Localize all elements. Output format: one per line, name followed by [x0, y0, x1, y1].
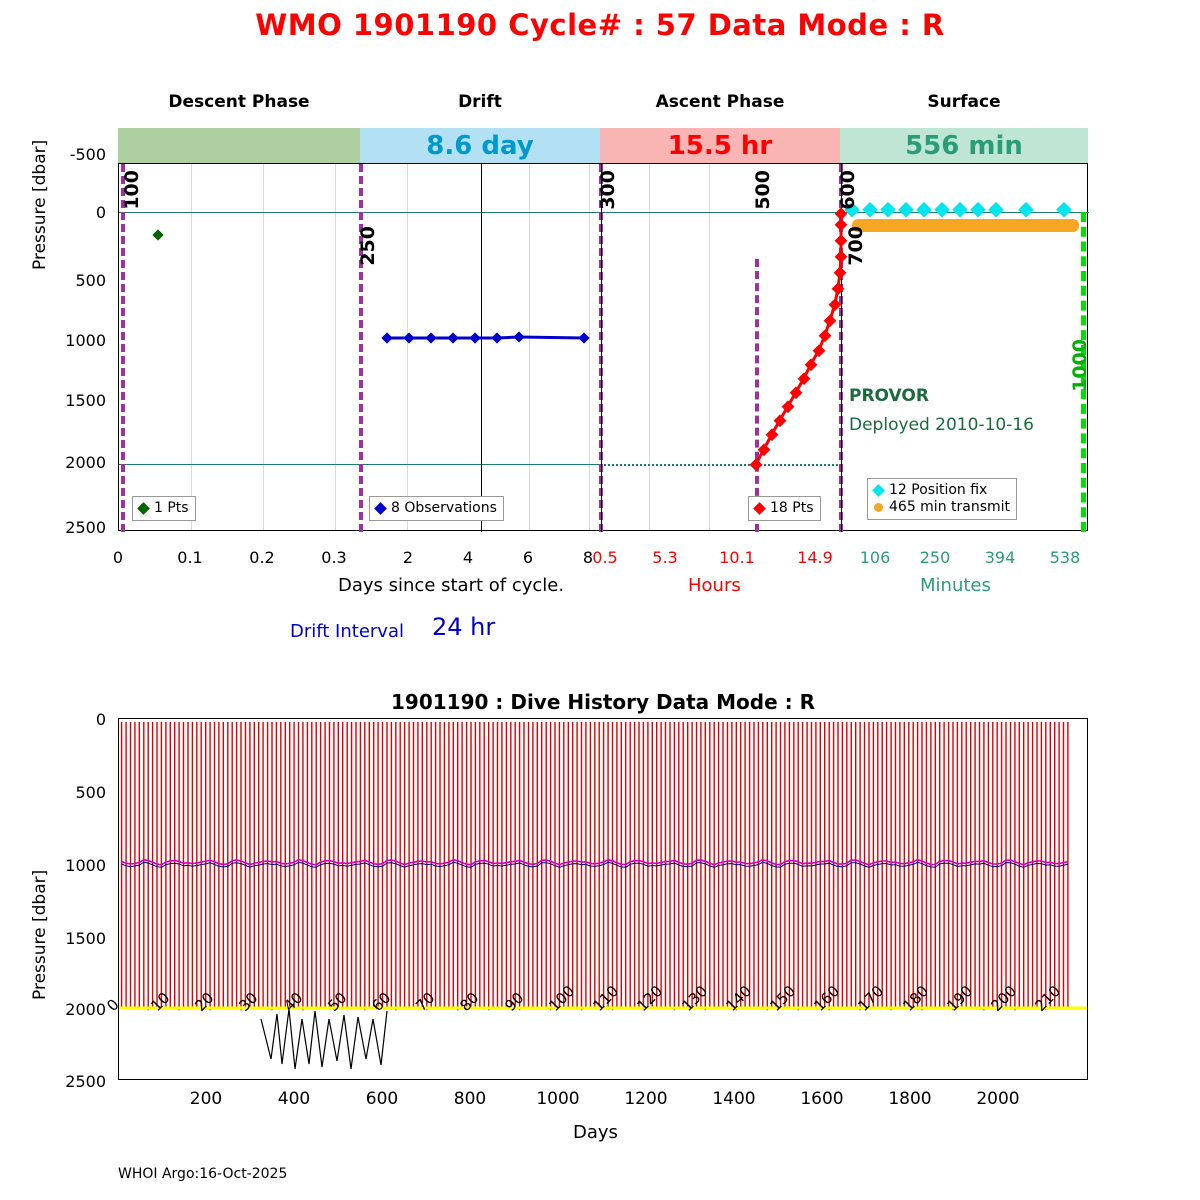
- phase-value: 8.6 day: [426, 130, 534, 161]
- legend-drift: [369, 496, 504, 521]
- phase-label: Surface: [927, 92, 1001, 112]
- x-tick-bottom: 800: [453, 1089, 487, 1109]
- cycle-tick-label: 120: [633, 982, 667, 1015]
- cycle-tick-label: 70: [412, 988, 439, 1015]
- x-tick-bottom: 400: [277, 1089, 311, 1109]
- legend-label: 18 Pts: [770, 500, 814, 516]
- mission-profile-plot: [118, 163, 1091, 531]
- y-tick-bottom: 0: [95, 710, 106, 729]
- cycle-tick-label: 40: [279, 988, 307, 1015]
- cycle-tick-label: 100: [545, 982, 579, 1015]
- x-tick-days: 0.3: [321, 548, 347, 567]
- y-tick-top: 1000: [65, 331, 106, 350]
- x-tick-hours: 0.5: [592, 548, 618, 567]
- x-axis-label-days: Days since start of cycle.: [338, 575, 565, 596]
- y-tick-top: 500: [75, 271, 106, 290]
- annotation-depth-600: 600: [837, 170, 859, 210]
- annotation-depth-700: 700: [845, 226, 867, 266]
- legend-marker-ascent: [753, 502, 766, 515]
- phase-header-surface: [840, 92, 1088, 112]
- x-axis-label-bottom: Days: [573, 1122, 618, 1143]
- annotation-depth-100: 100: [121, 170, 143, 210]
- page-title: WMO 1901190 Cycle# : 57 Data Mode : R: [255, 8, 945, 42]
- x-tick-hours: 5.3: [652, 548, 678, 567]
- x-tick-bottom: 2000: [976, 1089, 1020, 1109]
- x-tick-bottom: 1600: [800, 1089, 844, 1109]
- annotation-depth-1000: 1000: [1069, 339, 1091, 392]
- cycle-tick-label: 90: [500, 988, 528, 1015]
- x-axis-label-minutes: Minutes: [920, 575, 991, 596]
- cycle-tick-label: 160: [810, 982, 844, 1015]
- y-tick-top: 0: [95, 203, 106, 222]
- x-tick-bottom: 1400: [712, 1089, 756, 1109]
- legend-marker-position-fix: [872, 484, 885, 497]
- y-tick-top: 2500: [65, 518, 106, 537]
- phase-band-surface: [840, 128, 1088, 163]
- cycle-tick-label: 130: [677, 982, 711, 1015]
- float-model-label: PROVOR: [849, 386, 929, 406]
- phase-header-drift: [360, 92, 600, 112]
- y-tick-bottom: 1000: [65, 856, 106, 875]
- x-tick-minutes: 394: [984, 548, 1016, 567]
- annotation-depth-250: 250: [357, 226, 379, 266]
- x-tick-minutes: 538: [1049, 548, 1081, 567]
- x-tick-hours: 14.9: [797, 548, 833, 567]
- y-tick-top: -500: [69, 145, 106, 164]
- phase-label: Drift: [458, 92, 502, 112]
- cycle-tick-label: 210: [1031, 982, 1065, 1015]
- phase-header-ascent: [600, 92, 840, 112]
- phase-band-ascent: [600, 128, 840, 163]
- cycle-tick-label: 180: [898, 982, 932, 1015]
- phase-band-row: [118, 128, 1088, 163]
- drift-interval-value: 24 hr: [432, 613, 496, 641]
- x-tick-bottom: 200: [189, 1089, 223, 1109]
- x-tick-days: 0.2: [249, 548, 275, 567]
- x-tick-bottom: 600: [365, 1089, 399, 1109]
- cycle-tick-label: 30: [235, 988, 262, 1015]
- x-axis-label-hours: Hours: [688, 575, 741, 596]
- dive-history-canvas: [119, 719, 1087, 1079]
- y-axis-label-top: Pressure [dbar]: [30, 139, 50, 270]
- phase-label: Ascent Phase: [655, 92, 785, 112]
- legend-ascent: [748, 496, 821, 521]
- phase-band-descent: [118, 128, 360, 163]
- phase-label: Descent Phase: [168, 92, 310, 112]
- cycle-tick-label: 20: [191, 988, 218, 1015]
- x-tick-hours: 10.1: [719, 548, 755, 567]
- cycle-tick-label: 140: [721, 982, 755, 1015]
- x-tick-drift: 8: [582, 548, 594, 567]
- position-fix-markers: [119, 164, 1089, 532]
- y-axis-label-bottom: Pressure [dbar]: [30, 869, 50, 1000]
- dive-history-plot: [102, 718, 1088, 1080]
- x-tick-bottom: 1000: [536, 1089, 580, 1109]
- y-tick-top: 2000: [65, 453, 106, 472]
- y-tick-bottom: 500: [75, 783, 106, 802]
- phase-value: 15.5 hr: [667, 130, 773, 161]
- x-tick-minutes: 250: [919, 548, 951, 567]
- cycle-tick-label: 60: [368, 988, 395, 1015]
- y-tick-bottom: 2500: [65, 1072, 106, 1091]
- x-tick-minutes: 106: [859, 548, 891, 567]
- legend-label: 8 Observations: [391, 500, 497, 516]
- cycle-tick-label: 190: [943, 982, 977, 1015]
- x-tick-bottom: 1200: [624, 1089, 668, 1109]
- footer-credit: WHOI Argo:16-Oct-2025: [118, 1166, 288, 1182]
- cycle-tick-label: 200: [987, 982, 1021, 1015]
- drift-interval-label: Drift Interval: [290, 621, 404, 642]
- float-deployed-label: Deployed 2010-10-16: [849, 415, 1034, 435]
- legend-marker-drift: [374, 502, 387, 515]
- y-tick-bottom: 1500: [65, 929, 106, 948]
- phase-band-drift: [360, 128, 600, 163]
- cycle-tick-label: 110: [589, 982, 623, 1015]
- legend-marker-transmit: [874, 503, 883, 512]
- legend-descent: [132, 496, 196, 521]
- x-tick-drift: 4: [462, 548, 474, 567]
- x-tick-drift: 6: [522, 548, 534, 567]
- cycle-tick-label: 50: [324, 988, 351, 1015]
- legend-label: 1 Pts: [154, 500, 189, 516]
- cycle-tick-label: 0: [102, 995, 123, 1015]
- annotation-depth-300: 300: [597, 170, 619, 210]
- y-tick-bottom: 2000: [65, 1000, 106, 1019]
- legend-marker-descent: [137, 502, 150, 515]
- phase-value: 556 min: [905, 130, 1023, 161]
- dive-history-title: 1901190 : Dive History Data Mode : R: [391, 690, 815, 714]
- phase-header-descent: [118, 92, 360, 112]
- x-tick-days: 0: [112, 548, 124, 567]
- legend-surface: [867, 478, 1017, 520]
- cycle-tick-label: 150: [766, 982, 800, 1015]
- cycle-tick-label: 10: [147, 988, 174, 1015]
- x-tick-drift: 2: [402, 548, 414, 567]
- legend-label: 465 min transmit: [889, 499, 1011, 515]
- x-tick-days: 0.1: [177, 548, 203, 567]
- legend-label: 12 Position fix: [889, 482, 988, 498]
- x-tick-bottom: 1800: [888, 1089, 932, 1109]
- cycle-tick-label: 170: [854, 982, 888, 1015]
- annotation-depth-500: 500: [752, 170, 774, 210]
- cycle-tick-label: 80: [456, 988, 483, 1015]
- y-tick-top: 1500: [65, 391, 106, 410]
